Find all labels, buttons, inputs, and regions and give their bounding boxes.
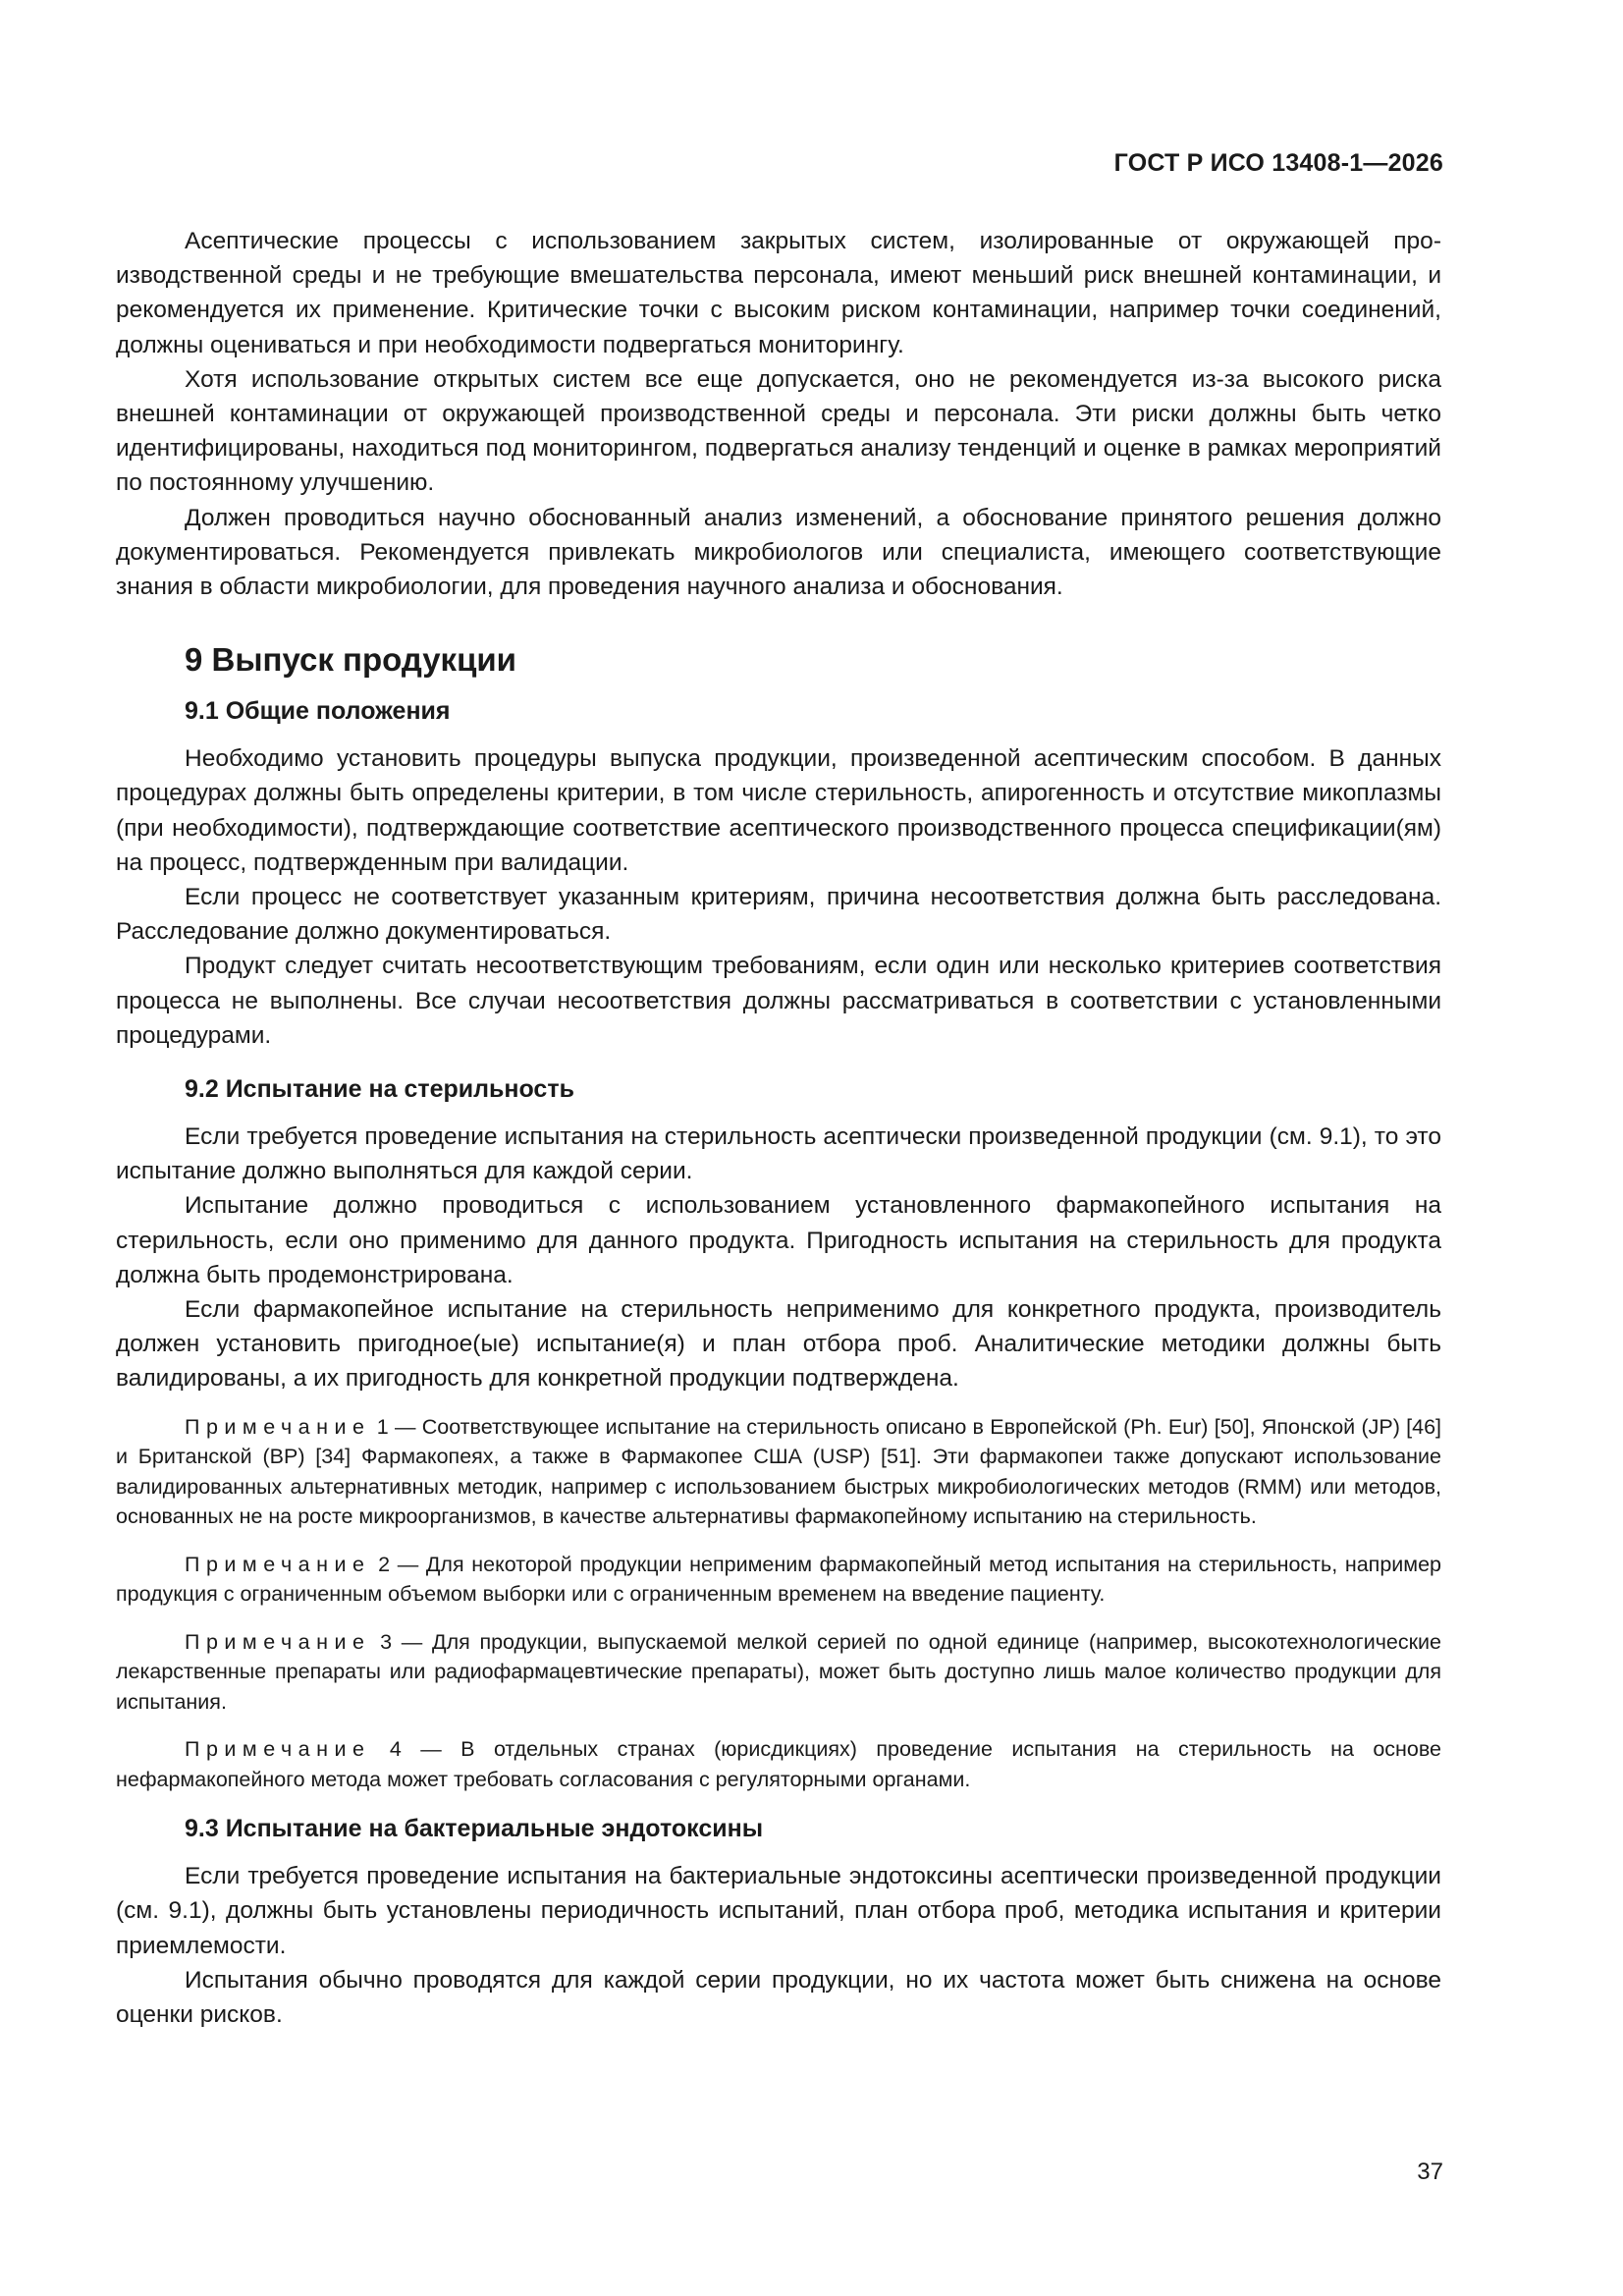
note-3 xyxy=(116,1627,1441,1718)
s92-paragraph-1: Если требуется проведение испытания на стерильность асептически произведенной продукции (см. 9.1), то это испытание должно выполняться для каждой серии. xyxy=(116,1123,1441,1185)
note-text: 1 — Соответствующее испытание на стерильность описано в Европейской (Ph. Eur) [50], Японской (JP) [46] и Британской (BP) [34] Фармакопеях, а также в Фармакопее США (USP) [51]. Эти фармакопеи также допускают использование валидированных альтернативных методик, например с использованием быстрых микробиологических методов (RMM) или методов, основанных не на росте микроорганизмов, в качестве альтернативы фармакопейному испытанию на стерильность. xyxy=(116,1414,1441,1529)
page-content xyxy=(116,224,1441,2032)
section-9-heading: 9 Выпуск продукции xyxy=(185,641,516,679)
intro-paragraph-1: Асептические процессы с использованием закрытых систем, изолированные от окружающей производственной среды и не требующие вмешательства персонала, имеют меньший риск внешней контаминации, и рекомендуется их применение. Критические точки с высоким риском контаминации, например точки соединений, должны оцениваться и при необходимости подвергаться мониторингу. xyxy=(116,228,1441,358)
s92-paragraph-3: Если фармакопейное испытание на стерильность неприменимо для конкретного продукта, производитель должен установить пригодное(ые) испытание(я) и план отбора проб. Аналитические методики должны быть валидированы, а их пригодность для конкретной продукции подтверждена. xyxy=(116,1296,1441,1393)
note-text: 2 — Для некоторой продукции неприменим фармакопейный метод испытания на стерильность, например продукция с ограниченным объемом выборки или с ограниченным временем на введение пациенту. xyxy=(116,1552,1441,1607)
subsection-9-3-heading: 9.3 Испытание на бактериальные эндотоксины xyxy=(185,1815,764,1843)
note-label: Примечание xyxy=(185,1414,371,1439)
note-4 xyxy=(116,1734,1441,1794)
note-text: 3 — Для продукции, выпускаемой мелкой серией по одной единице (например, высокотехнологические лекарственные препараты или радиофармацевтические препараты), может быть доступно лишь малое количество продукции для испытания. xyxy=(116,1629,1441,1714)
note-label: Примечание xyxy=(185,1629,371,1654)
note-label: Примечание xyxy=(185,1552,371,1576)
intro-paragraph-2: Хотя использование открытых систем все еще допускается, оно не рекомендуется из-за высокого риска внешней контаминации от окружающей производственной среды и персонала. Эти риски должны быть четко идентифицированы, находиться под мониторингом, подвергаться анализу тенденций и оценке в рамках мероприятий по постоянному улучшению. xyxy=(116,365,1441,497)
intro-paragraph-3: Должен проводиться научно обоснованный анализ изменений, а обоснование принятого решения должно документироваться. Рекомендуется привлекать микробиологов или специалиста, имеющего соответствующие знания в области микробиологии, для проведения научного анализа и обоснования. xyxy=(116,504,1441,601)
note-2 xyxy=(116,1550,1441,1610)
subsection-9-2-heading: 9.2 Испытание на стерильность xyxy=(185,1075,574,1104)
note-1 xyxy=(116,1412,1441,1532)
note-text: 4 — В отдельных странах (юрисдикциях) проведение испытания на стерильность на основе нефармакопейного метода может требовать согласования с регуляторными органами. xyxy=(116,1737,1441,1791)
s91-paragraph-3: Продукт следует считать несоответствующим требованиям, если один или несколько критериев соответствия процесса не выполнены. Все случаи несоответствия должны рассматриваться в соответствии с установленными процедурами. xyxy=(116,953,1441,1049)
document-code-header: ГОСТ Р ИСО 13408-1—2026 xyxy=(1113,149,1443,177)
s93-paragraph-1: Если требуется проведение испытания на бактериальные эндотоксины асептически произведенной продукции (см. 9.1), должны быть установлены периодичность испытаний, план отбора проб, методика испытания и критерии приемлемости. xyxy=(116,1863,1441,1959)
s91-paragraph-2: Если процесс не соответствует указанным критериям, причина несоответствия должна быть расследована. Расследование должно документироваться. xyxy=(116,884,1441,946)
s91-paragraph-1: Необходимо установить процедуры выпуска продукции, произведенной асептическим способом. В данных процедурах должны быть определены критерии, в том числе стерильность, апирогенность и отсутствие микоплазмы (при необходимости), подтверждающие соответствие асептического производственного процесса спецификации(ям) на процесс, подтвержденным при валидации. xyxy=(116,745,1441,876)
note-label: Примечание xyxy=(185,1737,371,1762)
subsection-9-1-heading: 9.1 Общие положения xyxy=(185,697,451,726)
s92-paragraph-2: Испытание должно проводиться с использованием установленного фармакопейного испытания на стерильность, если оно применимо для данного продукта. Пригодность испытания на стерильность для продукта должна быть продемонстрирована. xyxy=(116,1192,1441,1288)
page-number: 37 xyxy=(1417,2159,1443,2185)
s93-paragraph-2: Испытания обычно проводятся для каждой серии продукции, но их частота может быть снижена на основе оценки рисков. xyxy=(116,1966,1441,2028)
